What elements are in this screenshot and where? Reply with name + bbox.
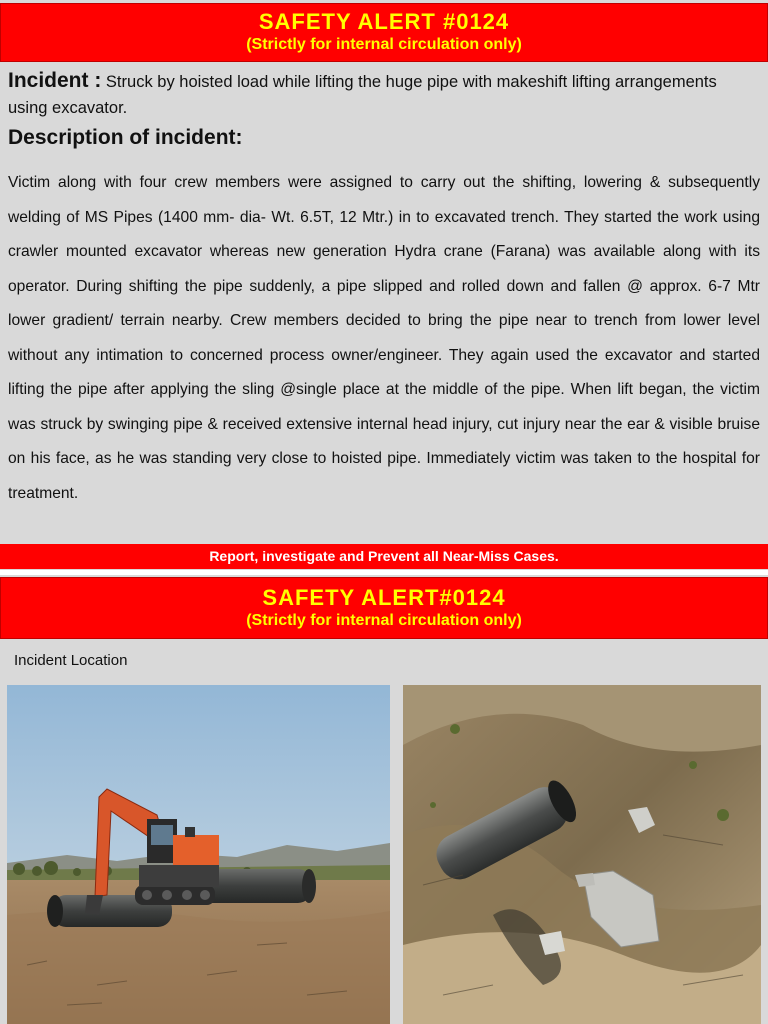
description-heading: Description of incident:: [8, 126, 243, 149]
excavator-site-photo: [7, 685, 390, 1024]
incident-summary: [8, 68, 760, 121]
description-body: Victim along with four crew members were assigned to carry out the shifting, lowering & subsequently welding of MS Pipes (1400 mm- dia- Wt. 6.5T, 12 Mtr.) in to excavated trench. They started the work using crawler mounted excavator whereas new generation Hydra crane (Farana) was available along with its operator. During shifting the pipe suddenly, a pipe slipped and rolled down and fallen @ approx. 6-7 Mtr lower gradient/ terrain nearby. Crew members decided to bring the pipe near to trench from lower level without any intimation to concerned process owner/engineer. They again used the excavator and started lifting the pipe after applying the sling @single place at the middle of the pipe. When lift began, the victim was struck by swinging pipe & received extensive internal head injury, cut injury near the ear & visible bruise on his face, as he was standing very close to hoisted pipe. Immediately victim was taken to the hospital for treatment.: [8, 174, 760, 502]
incident-label: Incident :: [8, 69, 102, 92]
safety-alert-slide-2: [0, 575, 768, 1024]
alert-banner: [0, 577, 768, 639]
incident-text: Struck by hoisted load while lifting the huge pipe with makeshift lifting arrangements using excavator.: [8, 73, 717, 117]
incident-location-label: Incident Location: [14, 652, 128, 669]
alert-subtitle: (Strictly for internal circulation only): [246, 36, 522, 53]
near-miss-footer: Report, investigate and Prevent all Near-Miss Cases.: [0, 544, 768, 569]
alert-title: SAFETY ALERT#0124: [262, 585, 506, 610]
alert-title: SAFETY ALERT #0124: [258, 9, 510, 34]
fallen-pipe-photo: [403, 685, 761, 1024]
alert-subtitle: (Strictly for internal circulation only): [246, 612, 522, 629]
alert-banner: [0, 3, 768, 62]
